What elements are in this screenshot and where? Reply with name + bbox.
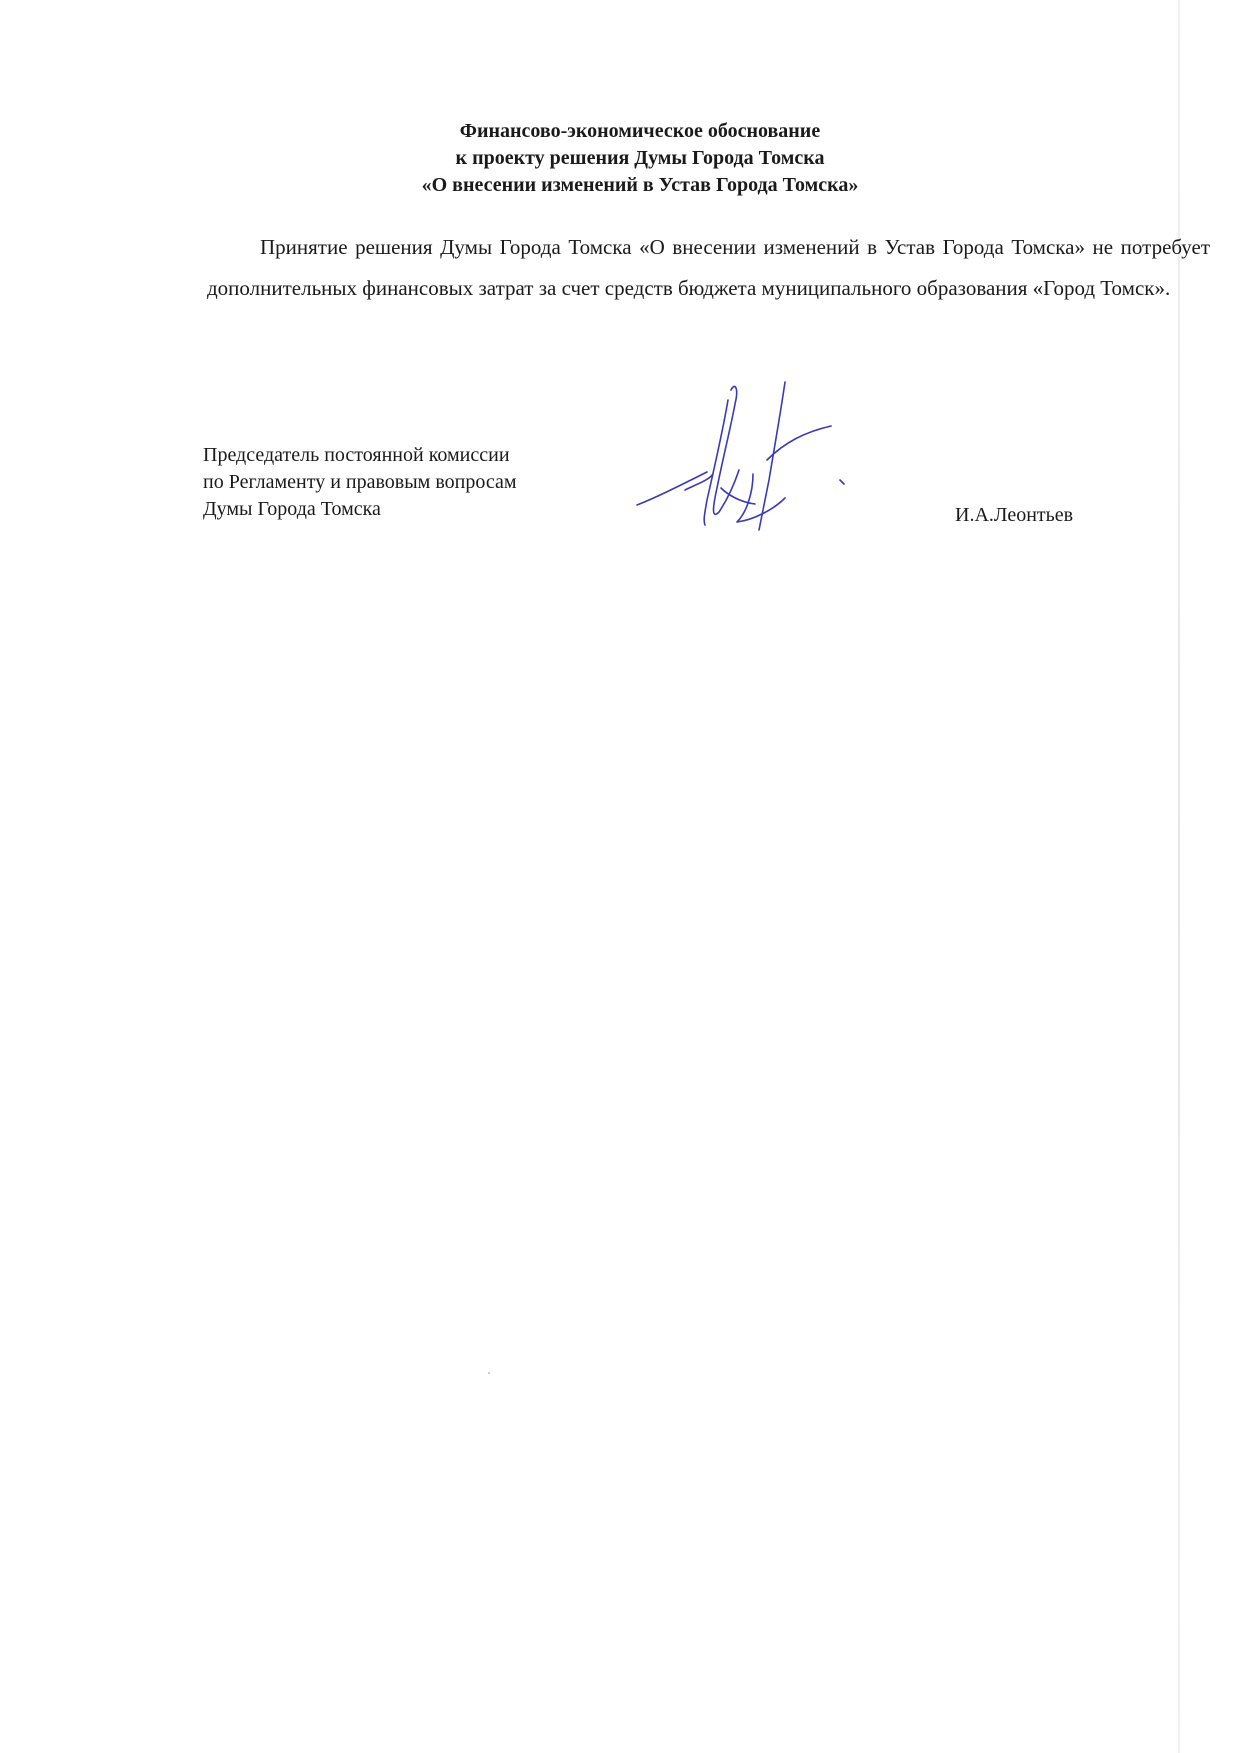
heading-line-1: Финансово-экономическое обоснование: [459, 120, 821, 142]
signer-title-block: [203, 442, 623, 523]
heading-line-3: «О внесении изменений в Устав Города Томска»: [421, 174, 859, 196]
scan-speck: [488, 1372, 490, 1374]
document-heading: [380, 118, 900, 199]
signer-title-line-3: Думы Города Томска: [203, 498, 381, 520]
handwritten-signature: [635, 370, 885, 540]
heading-line-2: к проекту решения Думы Города Томска: [455, 147, 825, 169]
body-paragraph: Принятие решения Думы Города Томска «О внесении изменений в Устав Города Томска» не потребует дополнительных финансовых затрат за счет средств бюджета муниципального образования «Город Томск».: [207, 235, 1210, 300]
signer-title-line-2: по Регламенту и правовым вопросам: [203, 471, 517, 493]
signer-name: И.А.Леонтьев: [955, 504, 1074, 526]
signer-title-line-1: Председатель постоянной комиссии: [203, 444, 510, 466]
